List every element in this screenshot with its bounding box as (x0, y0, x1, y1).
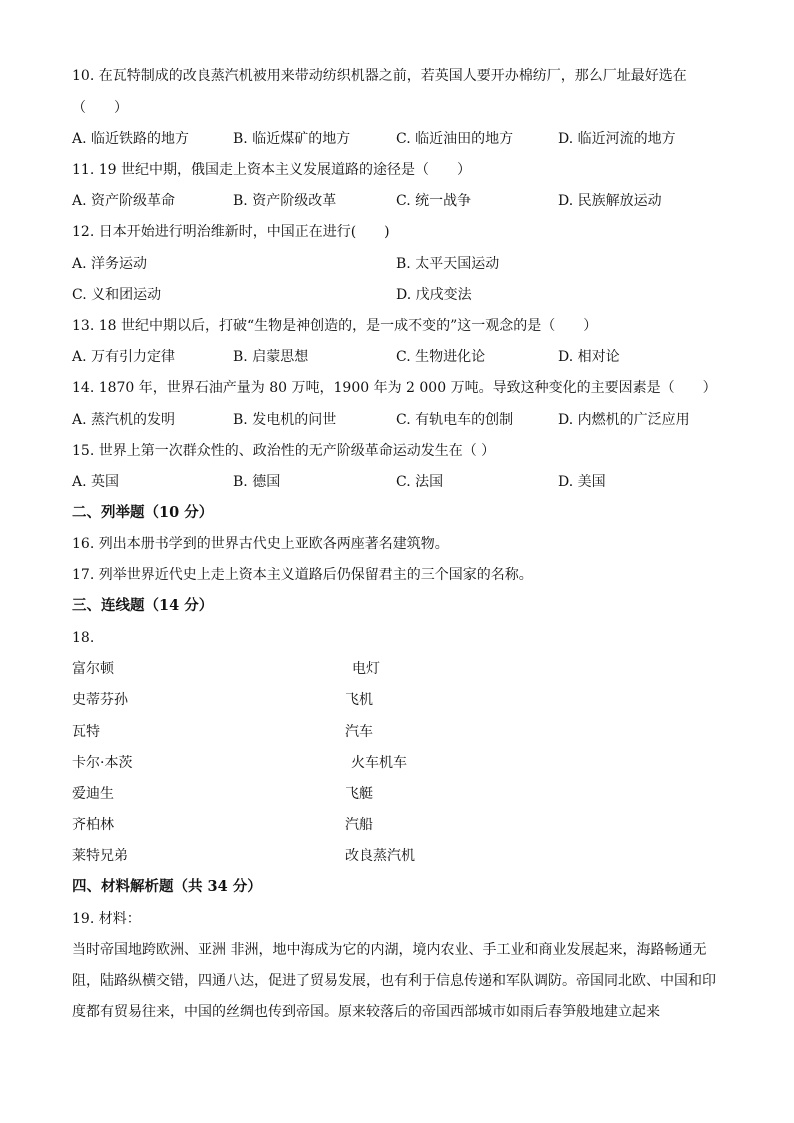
option-b: B. 德国 (233, 474, 281, 490)
question-18-number: 18. (72, 630, 95, 646)
option-b: B. 发电机的问世 (233, 412, 337, 428)
option-d: D. 临近河流的地方 (558, 131, 676, 147)
question-14-stem: 14. 1870 年，世界石油产量为 80 万吨，1900 年为 2 000 万吨。导致这种变化的主要因素是（ ） (72, 380, 717, 396)
matching-right-item: 电灯 (352, 661, 380, 677)
matching-right-item: 火车机车 (351, 755, 407, 771)
question-10-answer-paren: （ ） (72, 100, 128, 116)
section-3-heading: 三、连线题（14 分） (72, 597, 214, 614)
option-a: A. 临近铁路的地方 (72, 131, 190, 147)
matching-left-item: 莱特兄弟 (72, 848, 128, 864)
option-b: B. 太平天国运动 (396, 256, 500, 272)
option-a: A. 蒸汽机的发明 (72, 412, 176, 428)
option-d: D. 民族解放运动 (558, 193, 662, 209)
option-d: D. 内燃机的广泛应用 (558, 412, 690, 428)
matching-left-item: 爱迪生 (72, 786, 114, 802)
option-c: C. 生物进化论 (396, 349, 486, 365)
question-13-stem: 13. 18 世纪中期以后，打破“生物是神创造的，是一成不变的”这一观念的是（ ） (72, 318, 598, 334)
section-4-heading: 四、材料解析题（共 34 分） (72, 878, 262, 895)
question-15-options (72, 472, 722, 492)
option-c: C. 有轨电车的创制 (396, 412, 514, 428)
question-14-options (72, 410, 722, 430)
matching-left-item: 齐柏林 (72, 817, 114, 833)
matching-left-item: 史蒂芬孙 (72, 692, 128, 708)
option-c: C. 临近油田的地方 (396, 131, 514, 147)
matching-right-item: 飞机 (345, 692, 373, 708)
option-a: A. 洋务运动 (72, 256, 148, 272)
matching-right-item: 汽车 (345, 724, 373, 740)
option-c: C. 统一战争 (396, 193, 472, 209)
question-10-options (72, 129, 722, 149)
option-c: C. 法国 (396, 474, 444, 490)
question-11-options (72, 191, 722, 211)
matching-right-item: 汽船 (345, 817, 373, 833)
matching-right-item: 改良蒸汽机 (345, 848, 415, 864)
question-17-stem: 17. 列举世界近代史上走上资本主义道路后仍保留君主的三个国家的名称。 (72, 567, 533, 583)
section-2-heading: 二、列举题（10 分） (72, 504, 214, 521)
option-d: D. 戊戌变法 (396, 287, 472, 303)
question-10-stem: 10. 在瓦特制成的改良蒸汽机被用来带动纺织机器之前，若英国人要开办棉纺厂，那么厂址最好选在 (72, 68, 687, 84)
option-b: B. 启蒙思想 (233, 349, 309, 365)
option-d: D. 美国 (558, 474, 606, 490)
question-12-options-row1 (72, 254, 722, 274)
question-19-stem: 19. 材料： (72, 911, 141, 927)
question-15-stem: 15. 世界上第一次群众性的、政治性的无产阶级革命运动发生在（ ） (72, 443, 496, 459)
option-a: A. 英国 (72, 474, 120, 490)
option-b: B. 资产阶级改革 (233, 193, 337, 209)
question-13-options (72, 347, 722, 367)
option-a: A. 万有引力定律 (72, 349, 176, 365)
option-a: A. 资产阶级革命 (72, 193, 176, 209)
option-b: B. 临近煤矿的地方 (233, 131, 351, 147)
matching-left-item: 卡尔·本茨 (72, 755, 133, 771)
option-c: C. 义和团运动 (72, 287, 162, 303)
question-12-stem: 12. 日本开始进行明治维新时，中国正在进行( ) (72, 224, 390, 240)
question-11-stem: 11. 19 世纪中期，俄国走上资本主义发展道路的途径是（ ） (72, 162, 471, 178)
matching-right-item: 飞艇 (345, 786, 373, 802)
matching-left-item: 瓦特 (72, 724, 100, 740)
question-16-stem: 16. 列出本册书学到的世界古代史上亚欧各两座著名建筑物。 (72, 536, 449, 552)
question-12-options-row2 (72, 285, 722, 305)
material-paragraph: 当时帝国地跨欧洲、亚洲 非洲，地中海成为它的内湖，境内农业、手工业和商业发展起来，海路畅通无阻，陆路纵横交错，四通八达，促进了贸易发展，也有利于信息传递和军队调防。帝国同北欧、中国和印度都有贸易往来，中国的丝绸也传到帝国。原来较落后的帝国西部城市如雨后春笋般地建立起来 (72, 942, 716, 1020)
option-d: D. 相对论 (558, 349, 620, 365)
matching-left-item: 富尔顿 (72, 661, 114, 677)
